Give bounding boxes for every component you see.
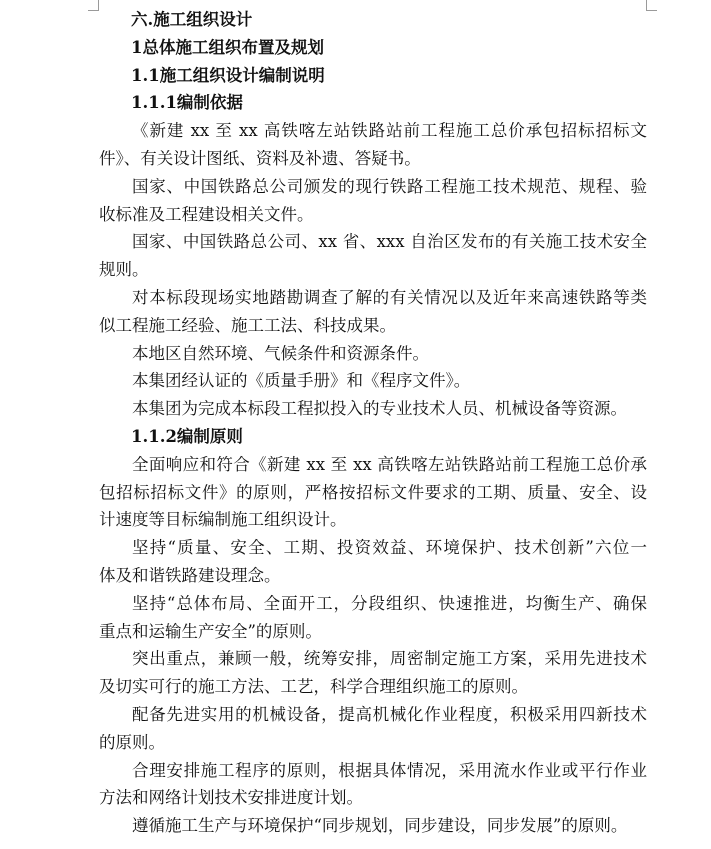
paragraph-line: 的原则。 — [99, 732, 165, 752]
paragraph-line: 突出重点，兼顾一般，统筹安排，周密制定施工方案，采用先进技术 — [132, 649, 647, 669]
paragraph-line: 本集团经认证的《质量手册》和《程序文件》。 — [132, 371, 471, 391]
paragraph-line: 重点和运输生产安全”的原则。 — [99, 621, 322, 641]
paragraph-line: 体及和谐铁路建设理念。 — [99, 565, 281, 585]
paragraph-line: 及切实可行的施工方法、工艺，科学合理组织施工的原则。 — [99, 677, 528, 697]
paragraph-line: 《新建 xx 至 xx 高铁喀左站铁路站前工程施工总价承包招标招标文 — [132, 121, 647, 141]
paragraph-line: 坚持“总体布局、全面开工，分段组织、快速推进，均衡生产、确保 — [132, 593, 647, 613]
paragraph-line: 方法和网络计划技术安排进度计划。 — [99, 788, 363, 808]
paragraph-line: 国家、中国铁路总公司颁发的现行铁路工程施工技术规范、规程、验 — [132, 176, 647, 196]
paragraph-line: 合理安排施工程序的原则，根据具体情况，采用流水作业或平行作业 — [132, 760, 647, 780]
paragraph-line: 计速度等目标编制施工组织设计。 — [99, 510, 347, 530]
paragraph-line: 本地区自然环境、气候条件和资源条件。 — [132, 343, 429, 363]
crop-mark-top-right — [646, 0, 657, 11]
paragraph-line: 遵循施工生产与环境保护“同步规划，同步建设，同步发展”的原则。 — [132, 816, 628, 836]
paragraph-line: 本集团为完成本标段工程拟投入的专业技术人员、机械设备等资源。 — [132, 399, 627, 419]
paragraph-line: 配备先进实用的机械设备，提高机械化作业程度，积极采用四新技术 — [132, 704, 647, 724]
paragraph-line: 全面响应和符合《新建 xx 至 xx 高铁喀左站铁路站前工程施工总价承 — [132, 454, 647, 474]
paragraph-line: 坚持“质量、安全、工期、投资效益、环境保护、技术创新”六位一 — [132, 538, 647, 558]
section-heading-1-1-1: 1.1.1编制依据 — [131, 93, 243, 113]
paragraph-line: 包招标招标文件》的原则，严格按招标文件要求的工期、质量、安全、设 — [99, 482, 647, 502]
section-heading-1-1-2: 1.1.2编制原则 — [131, 426, 243, 446]
crop-mark-top-left — [88, 0, 99, 11]
section-heading-1: 1总体施工组织布置及规划 — [131, 37, 324, 57]
paragraph-line: 国家、中国铁路总公司、xx 省、xxx 自治区发布的有关施工技术安全 — [132, 232, 647, 252]
paragraph-line: 对本标段现场实地踏勘调查了解的有关情况以及近年来高速铁路等类 — [132, 287, 647, 307]
paragraph-line: 规则。 — [99, 260, 149, 280]
paragraph-line: 件》、有关设计图纸、资料及补遗、答疑书。 — [99, 148, 421, 168]
section-heading-1-1: 1.1施工组织设计编制说明 — [131, 65, 325, 85]
paragraph-line: 似工程施工经验、施工工法、科技成果。 — [99, 315, 396, 335]
chapter-heading: 六.施工组织设计 — [131, 10, 253, 29]
paragraph-line: 收标准及工程建设相关文件。 — [99, 204, 314, 224]
document-body — [99, 6, 647, 840]
